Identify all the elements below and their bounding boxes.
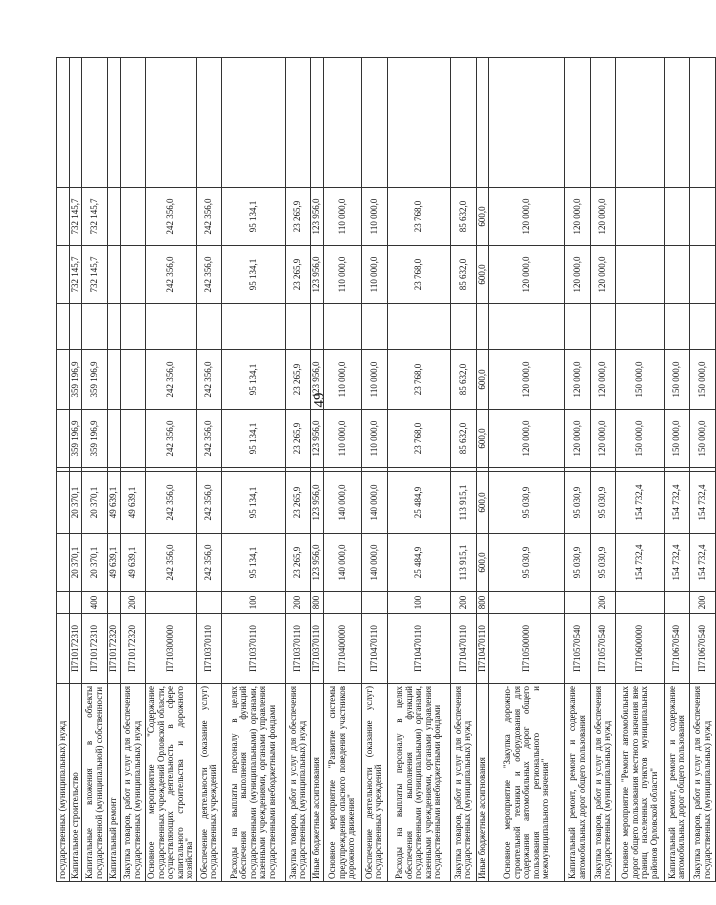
spacer-cell — [690, 468, 716, 472]
row-amount-cell: 359 196,9 — [82, 410, 107, 468]
row-amount-cell — [107, 188, 120, 246]
row-amount-cell — [57, 534, 70, 592]
row-amount-cell: 20 370,1 — [82, 534, 107, 592]
spacer-cell — [285, 468, 310, 472]
row-amount-cell: 95 134,1 — [222, 410, 286, 468]
row-amount-cell: 95 030,9 — [565, 534, 590, 592]
row-amount-cell: 20 370,1 — [69, 534, 82, 592]
row-amount-cell: 23 265,9 — [285, 410, 310, 468]
row-amount-cell: 154 732,4 — [690, 534, 716, 592]
row-name-cell: Иные бюджетные ассигнования — [311, 684, 324, 882]
row-type-cell: 400 — [82, 592, 107, 614]
row-amount-cell — [285, 58, 310, 188]
row-name-cell: Капитальные вложения в объекты государственной (муниципальной) собственности — [82, 684, 107, 882]
row-amount-cell: 600,0 — [476, 410, 489, 468]
row-amount-cell — [222, 58, 286, 188]
row-amount-cell — [590, 304, 615, 350]
row-amount-cell: 150 000,0 — [690, 410, 716, 468]
row-amount-cell — [285, 304, 310, 350]
row-amount-cell — [451, 58, 476, 188]
row-amount-cell: 154 732,4 — [616, 534, 665, 592]
page-number: 49 — [311, 392, 328, 408]
row-code-cell: П710470110 — [362, 614, 387, 684]
table-row — [145, 58, 196, 882]
row-amount-cell — [664, 246, 689, 304]
table-row — [387, 58, 451, 882]
table-row — [489, 58, 565, 882]
row-amount-cell: 150 000,0 — [664, 350, 689, 410]
row-amount-cell: 242 356,0 — [145, 410, 196, 468]
row-amount-cell: 242 356,0 — [196, 472, 221, 534]
row-amount-cell — [222, 304, 286, 350]
row-amount-cell: 123 956,0 — [311, 410, 324, 468]
row-code-cell: П710470110 — [387, 614, 451, 684]
row-amount-cell: 150 000,0 — [690, 350, 716, 410]
row-amount-cell — [565, 58, 590, 188]
row-amount-cell: 732 145,7 — [82, 246, 107, 304]
row-amount-cell — [690, 58, 716, 188]
spacer-cell — [362, 468, 387, 472]
row-amount-cell — [616, 188, 665, 246]
row-amount-cell: 110 000,0 — [324, 246, 362, 304]
row-name-cell: Капитальный ремонт, ремонт и содержание автомобильных дорог общего пользования — [565, 684, 590, 882]
table-row — [324, 58, 362, 882]
row-amount-cell — [196, 58, 221, 188]
row-amount-cell: 732 145,7 — [82, 188, 107, 246]
row-amount-cell: 120 000,0 — [489, 188, 565, 246]
row-amount-cell — [57, 246, 70, 304]
row-amount-cell — [107, 58, 120, 188]
row-name-cell: Обеспечение деятельности (оказание услуг) государственных учреждений — [362, 684, 387, 882]
row-amount-cell: 123 956,0 — [311, 472, 324, 534]
table-row — [120, 58, 145, 882]
row-code-cell — [57, 614, 70, 684]
row-amount-cell: 120 000,0 — [489, 350, 565, 410]
row-amount-cell — [57, 188, 70, 246]
row-amount-cell: 95 030,9 — [489, 534, 565, 592]
row-amount-cell: 359 196,9 — [69, 350, 82, 410]
row-amount-cell: 732 145,7 — [69, 246, 82, 304]
budget-table — [56, 57, 716, 882]
row-amount-cell — [107, 246, 120, 304]
row-code-cell: П710500000 — [489, 614, 565, 684]
row-code-cell: П710300000 — [145, 614, 196, 684]
row-amount-cell: 600,0 — [476, 472, 489, 534]
row-name-cell: Обеспечение деятельности (оказание услуг) государственных учреждений — [196, 684, 221, 882]
spacer-cell — [324, 468, 362, 472]
row-amount-cell — [120, 246, 145, 304]
spacer-cell — [311, 468, 324, 472]
row-amount-cell: 242 356,0 — [145, 246, 196, 304]
row-amount-cell — [664, 304, 689, 350]
row-amount-cell: 123 956,0 — [311, 246, 324, 304]
row-amount-cell — [69, 304, 82, 350]
row-amount-cell — [120, 410, 145, 468]
row-type-cell — [324, 592, 362, 614]
row-amount-cell: 120 000,0 — [590, 350, 615, 410]
row-amount-cell — [57, 410, 70, 468]
row-amount-cell: 600,0 — [476, 350, 489, 410]
row-amount-cell — [145, 58, 196, 188]
spacer-cell — [590, 468, 615, 472]
row-amount-cell: 95 030,9 — [489, 472, 565, 534]
row-name-cell: Капитальное строительство — [69, 684, 82, 882]
spacer-cell — [107, 468, 120, 472]
row-amount-cell: 23 768,0 — [387, 246, 451, 304]
table-row — [362, 58, 387, 882]
row-code-cell: П710370110 — [311, 614, 324, 684]
table-row — [222, 58, 286, 882]
row-amount-cell: 49 639,1 — [107, 472, 120, 534]
spacer-cell — [451, 468, 476, 472]
row-amount-cell: 120 000,0 — [565, 350, 590, 410]
row-type-cell: 800 — [476, 592, 489, 614]
row-amount-cell: 23 768,0 — [387, 188, 451, 246]
row-amount-cell: 120 000,0 — [590, 246, 615, 304]
row-name-cell: Расходы на выплаты персоналу в целях обеспечения выполнения функций государственными (муниципальными) органами, казенными учреждениями, органами управления государственными внебюджетными фондами — [387, 684, 451, 882]
table-row — [285, 58, 310, 882]
row-amount-cell: 95 134,1 — [222, 472, 286, 534]
row-amount-cell: 113 915,1 — [451, 534, 476, 592]
spacer-cell — [145, 468, 196, 472]
row-amount-cell: 20 370,1 — [69, 472, 82, 534]
row-amount-cell: 123 956,0 — [311, 350, 324, 410]
row-amount-cell: 110 000,0 — [324, 410, 362, 468]
row-name-cell: Закупка товаров, работ и услуг для обеспечения государственных (муниципальных) нужд — [451, 684, 476, 882]
row-amount-cell — [690, 246, 716, 304]
row-amount-cell: 120 000,0 — [489, 246, 565, 304]
row-amount-cell: 242 356,0 — [196, 246, 221, 304]
row-amount-cell — [451, 304, 476, 350]
row-amount-cell: 85 632,0 — [451, 246, 476, 304]
row-type-cell — [616, 592, 665, 614]
row-type-cell — [69, 592, 82, 614]
row-amount-cell — [362, 58, 387, 188]
row-amount-cell: 600,0 — [476, 534, 489, 592]
row-amount-cell — [489, 304, 565, 350]
row-amount-cell: 140 000,0 — [324, 534, 362, 592]
row-amount-cell: 95 030,9 — [590, 534, 615, 592]
row-amount-cell: 20 370,1 — [82, 472, 107, 534]
row-amount-cell — [57, 304, 70, 350]
row-name-cell: Закупка товаров, работ и услуг для обеспечения государственных (муниципальных) нужд — [120, 684, 145, 882]
row-amount-cell — [120, 304, 145, 350]
table-row — [107, 58, 120, 882]
row-amount-cell: 110 000,0 — [362, 350, 387, 410]
spacer-cell — [489, 468, 565, 472]
row-amount-cell — [616, 58, 665, 188]
row-amount-cell: 154 732,4 — [664, 472, 689, 534]
row-amount-cell: 95 134,1 — [222, 350, 286, 410]
row-amount-cell: 49 639,1 — [107, 534, 120, 592]
row-amount-cell: 600,0 — [476, 188, 489, 246]
row-amount-cell — [362, 304, 387, 350]
rotated-page — [56, 58, 716, 882]
row-amount-cell — [616, 246, 665, 304]
spacer-cell — [565, 468, 590, 472]
row-amount-cell — [57, 58, 70, 188]
row-type-cell — [57, 592, 70, 614]
row-amount-cell: 95 030,9 — [590, 472, 615, 534]
row-amount-cell — [57, 350, 70, 410]
table-row — [69, 58, 82, 882]
row-amount-cell — [120, 58, 145, 188]
row-type-cell: 100 — [387, 592, 451, 614]
row-amount-cell: 23 265,9 — [285, 350, 310, 410]
row-code-cell: П710570540 — [590, 614, 615, 684]
row-amount-cell: 359 196,9 — [69, 410, 82, 468]
row-amount-cell: 242 356,0 — [196, 410, 221, 468]
row-amount-cell — [196, 304, 221, 350]
row-code-cell: П710370110 — [222, 614, 286, 684]
row-amount-cell: 23 265,9 — [285, 246, 310, 304]
row-amount-cell: 49 639,1 — [120, 472, 145, 534]
row-code-cell: П710172310 — [82, 614, 107, 684]
row-code-cell: П710172310 — [69, 614, 82, 684]
row-amount-cell: 150 000,0 — [664, 410, 689, 468]
row-amount-cell: 242 356,0 — [145, 472, 196, 534]
row-amount-cell: 120 000,0 — [565, 188, 590, 246]
row-amount-cell — [664, 188, 689, 246]
row-name-cell: Капитальный ремонт — [107, 684, 120, 882]
row-code-cell: П710670540 — [664, 614, 689, 684]
row-name-cell: государственных (муниципальных) нужд — [57, 684, 70, 882]
row-amount-cell — [324, 58, 362, 188]
row-amount-cell: 25 484,9 — [387, 534, 451, 592]
spacer-cell — [57, 468, 70, 472]
row-amount-cell: 110 000,0 — [324, 188, 362, 246]
row-amount-cell: 123 956,0 — [311, 534, 324, 592]
spacer-cell — [196, 468, 221, 472]
row-amount-cell: 25 484,9 — [387, 472, 451, 534]
row-amount-cell: 150 000,0 — [616, 350, 665, 410]
row-amount-cell — [690, 188, 716, 246]
row-amount-cell — [311, 304, 324, 350]
row-type-cell: 200 — [590, 592, 615, 614]
row-amount-cell: 600,0 — [476, 246, 489, 304]
row-amount-cell — [616, 304, 665, 350]
row-amount-cell: 140 000,0 — [324, 472, 362, 534]
row-amount-cell — [120, 350, 145, 410]
row-amount-cell — [387, 304, 451, 350]
row-amount-cell: 110 000,0 — [324, 350, 362, 410]
table-row — [565, 58, 590, 882]
row-code-cell: П710370110 — [285, 614, 310, 684]
row-type-cell — [362, 592, 387, 614]
row-amount-cell: 242 356,0 — [145, 350, 196, 410]
row-amount-cell: 85 632,0 — [451, 188, 476, 246]
row-amount-cell — [82, 58, 107, 188]
table-row — [476, 58, 489, 882]
row-code-cell: П710600000 — [616, 614, 665, 684]
row-amount-cell — [476, 58, 489, 188]
row-amount-cell: 95 134,1 — [222, 246, 286, 304]
row-amount-cell: 110 000,0 — [362, 410, 387, 468]
row-amount-cell: 242 356,0 — [196, 534, 221, 592]
row-name-cell: Основное мероприятие "Закупка дорожно-строительной техники и оборудования для содержания автомобильных дорог общего пользования регионального и межмуниципального значения" — [489, 684, 565, 882]
row-amount-cell: 242 356,0 — [145, 534, 196, 592]
row-amount-cell: 95 030,9 — [565, 472, 590, 534]
row-type-cell — [565, 592, 590, 614]
row-code-cell: П710400000 — [324, 614, 362, 684]
row-amount-cell: 140 000,0 — [362, 472, 387, 534]
row-name-cell: Основное мероприятие "Ремонт автомобильных дорог общего пользования местного значения вне границ населенных пунктов муниципальных районов Орловской области" — [616, 684, 665, 882]
spacer-cell — [664, 468, 689, 472]
row-amount-cell: 23 265,9 — [285, 188, 310, 246]
row-amount-cell: 120 000,0 — [489, 410, 565, 468]
row-amount-cell: 120 000,0 — [590, 410, 615, 468]
row-type-cell: 200 — [120, 592, 145, 614]
row-code-cell: П710470110 — [476, 614, 489, 684]
row-amount-cell: 154 732,4 — [616, 472, 665, 534]
row-amount-cell: 85 632,0 — [451, 410, 476, 468]
row-amount-cell: 23 768,0 — [387, 410, 451, 468]
row-code-cell: П710172320 — [107, 614, 120, 684]
row-name-cell: Иные бюджетные ассигнования — [476, 684, 489, 882]
row-code-cell: П710370110 — [196, 614, 221, 684]
spacer-cell — [120, 468, 145, 472]
row-type-cell: 800 — [311, 592, 324, 614]
row-code-cell: П710172320 — [120, 614, 145, 684]
row-code-cell: П710670540 — [690, 614, 716, 684]
row-amount-cell: 120 000,0 — [590, 188, 615, 246]
row-amount-cell — [324, 304, 362, 350]
row-amount-cell: 154 732,4 — [664, 534, 689, 592]
row-type-cell: 200 — [690, 592, 716, 614]
row-amount-cell — [590, 58, 615, 188]
row-type-cell — [107, 592, 120, 614]
row-code-cell: П710570540 — [565, 614, 590, 684]
spacer-cell — [222, 468, 286, 472]
table-row — [690, 58, 716, 882]
table-row — [311, 58, 324, 882]
row-amount-cell: 242 356,0 — [196, 188, 221, 246]
row-type-cell — [145, 592, 196, 614]
row-amount-cell: 95 134,1 — [222, 534, 286, 592]
row-amount-cell — [489, 58, 565, 188]
spacer-cell — [387, 468, 451, 472]
row-amount-cell — [107, 350, 120, 410]
row-amount-cell: 242 356,0 — [196, 350, 221, 410]
row-name-cell: Основное мероприятие "Содержание государственных учреждений Орловской области, осуществляющих деятельность в сфере капитального строительства и дорожного хозяйства" — [145, 684, 196, 882]
spacer-cell — [476, 468, 489, 472]
row-name-cell: Закупка товаров, работ и услуг для обеспечения государственных (муниципальных) нужд — [590, 684, 615, 882]
row-name-cell: Основное мероприятие "Развитие системы предупреждения опасного поведения участников дорожного движения" — [324, 684, 362, 882]
table-row — [196, 58, 221, 882]
row-amount-cell: 154 732,4 — [690, 472, 716, 534]
row-amount-cell — [387, 58, 451, 188]
row-amount-cell — [82, 304, 107, 350]
row-amount-cell: 23 265,9 — [285, 472, 310, 534]
row-name-cell: Закупка товаров, работ и услуг для обеспечения государственных (муниципальных) нужд — [690, 684, 716, 882]
row-amount-cell: 110 000,0 — [362, 246, 387, 304]
row-amount-cell — [107, 304, 120, 350]
row-amount-cell: 85 632,0 — [451, 350, 476, 410]
row-type-cell — [196, 592, 221, 614]
row-amount-cell: 140 000,0 — [362, 534, 387, 592]
table-row — [664, 58, 689, 882]
row-amount-cell: 95 134,1 — [222, 188, 286, 246]
spacer-cell — [69, 468, 82, 472]
row-amount-cell: 123 956,0 — [311, 188, 324, 246]
row-type-cell — [664, 592, 689, 614]
row-amount-cell: 120 000,0 — [565, 246, 590, 304]
row-amount-cell: 359 196,9 — [82, 350, 107, 410]
table-row — [82, 58, 107, 882]
row-amount-cell — [311, 58, 324, 188]
row-amount-cell — [565, 304, 590, 350]
row-amount-cell: 120 000,0 — [565, 410, 590, 468]
row-amount-cell — [107, 410, 120, 468]
row-amount-cell: 23 768,0 — [387, 350, 451, 410]
row-amount-cell: 113 915,1 — [451, 472, 476, 534]
row-amount-cell — [690, 304, 716, 350]
row-amount-cell: 110 000,0 — [362, 188, 387, 246]
table-row — [590, 58, 615, 882]
row-amount-cell — [69, 58, 82, 188]
row-amount-cell — [664, 58, 689, 188]
row-type-cell: 200 — [285, 592, 310, 614]
row-amount-cell — [145, 304, 196, 350]
row-name-cell: Закупка товаров, работ и услуг для обеспечения государственных (муниципальных) нужд — [285, 684, 310, 882]
table-row — [616, 58, 665, 882]
row-code-cell: П710470110 — [451, 614, 476, 684]
spacer-cell — [616, 468, 665, 472]
row-amount-cell: 150 000,0 — [616, 410, 665, 468]
row-name-cell: Расходы на выплаты персоналу в целях обеспечения выполнения функций государственными (муниципальными) органами, казенными учреждениями, органами управления государственными внебюджетными фондами — [222, 684, 286, 882]
row-amount-cell: 242 356,0 — [145, 188, 196, 246]
table-row — [451, 58, 476, 882]
row-amount-cell: 732 145,7 — [69, 188, 82, 246]
row-type-cell — [489, 592, 565, 614]
row-amount-cell: 23 265,9 — [285, 534, 310, 592]
table-row — [57, 58, 70, 882]
row-type-cell: 200 — [451, 592, 476, 614]
spacer-cell — [82, 468, 107, 472]
row-amount-cell — [120, 188, 145, 246]
row-amount-cell — [57, 472, 70, 534]
row-amount-cell: 49 639,1 — [120, 534, 145, 592]
row-type-cell: 100 — [222, 592, 286, 614]
row-amount-cell — [476, 304, 489, 350]
row-name-cell: Капитальный ремонт, ремонт и содержание автомобильных дорог общего пользования — [664, 684, 689, 882]
